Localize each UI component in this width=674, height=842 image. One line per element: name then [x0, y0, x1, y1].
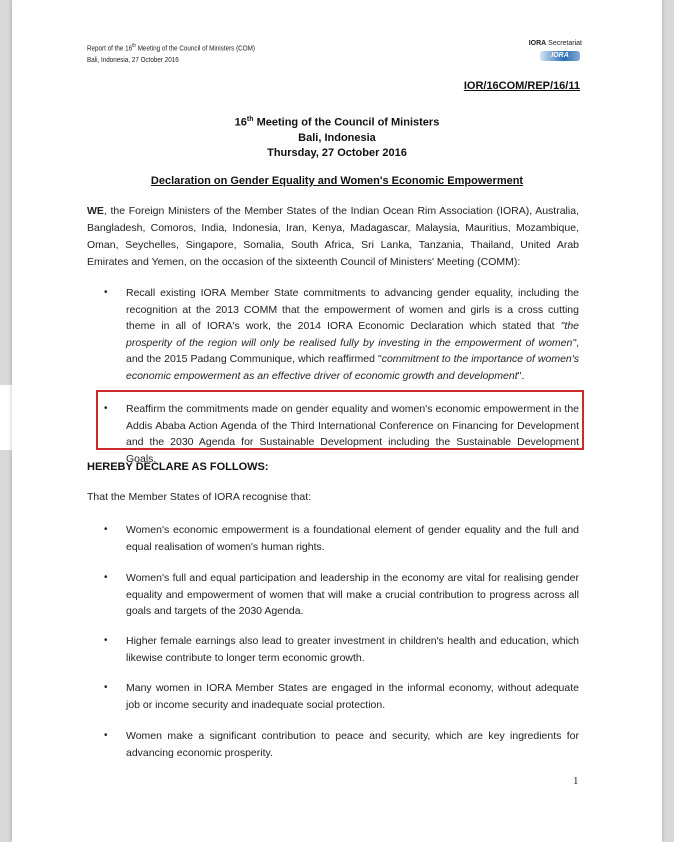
list-item — [104, 570, 579, 620]
declaration-title: Declaration on Gender Equality and Women's Economic Empowerment — [150, 175, 524, 187]
list-item — [104, 522, 579, 555]
bullet-icon: • — [104, 682, 108, 693]
list-item-text: Women's economic empowerment is a foundational element of gender equality and the full and equal realisation of women's human rights. — [126, 524, 579, 553]
list-item-text: Reaffirm the commitments made on gender equality and women's economic empowerment in the Addis Ababa Action Agenda of the Third International Conference on Financing for Development and the 2030 Agenda for Sustainable Development including the Sustainable Development Goals. — [126, 403, 579, 465]
iora-logo: IORA — [540, 51, 580, 61]
report-title-line: Report of the 16th Meeting of the Council of Ministers (COM) — [87, 43, 255, 53]
list-item-text: Women make a significant contribution to peace and security, which are key ingredients for advancing economic prosperity. — [126, 730, 579, 759]
left-edge-strip — [0, 385, 12, 450]
meeting-location: Bali, Indonesia — [298, 131, 376, 144]
meeting-date: Thursday, 27 October 2016 — [267, 146, 407, 159]
list-item-highlighted — [104, 401, 579, 467]
document-reference: IOR/16COM/REP/16/11 — [463, 80, 580, 92]
meeting-title: 16th Meeting of the Council of Ministers — [234, 116, 440, 129]
recognition-intro: That the Member States of IORA recognise that: — [87, 491, 312, 503]
list-item — [104, 680, 579, 713]
list-item-text: Higher female earnings also lead to greater investment in children's health and education, which likewise contribute to longer term economic growth. — [126, 635, 579, 664]
list-item — [104, 633, 579, 666]
list-item-text: Recall existing IORA Member State commitments to advancing gender equality, including the recognition at the 2013 COMM that the empowerment of women and girls is a cross cutting theme in all of IORA's work, the 2014 IORA Economic Declaration which stated that "the prosperity of the region will only be realised fully by investing in the empowerment of women", and the 2015 Padang Communique, which reaffirmed "commitment to the importance of women's economic empowerment as an effective driver of economic growth and development". — [126, 287, 580, 382]
list-item-text: Many women in IORA Member States are engaged in the informal economy, without adequate job or income security and inadequate social protection. — [126, 682, 579, 711]
meeting-title-block — [12, 112, 662, 161]
bullet-icon: • — [104, 524, 108, 535]
secretariat-label: IORA Secretariat — [528, 40, 582, 47]
bullet-icon: • — [104, 572, 108, 583]
bullet-icon: • — [104, 403, 108, 414]
list-item — [104, 285, 579, 384]
bullet-icon: • — [104, 635, 108, 646]
section-heading: HEREBY DECLARE AS FOLLOWS: — [87, 461, 269, 473]
report-location-date: Bali, Indonesia, 27 October 2016 — [87, 57, 179, 65]
list-item-text: Women's full and equal participation and leadership in the economy are vital for realising gender equality and empowerment of women that will make a crucial contribution to progress across all goals and targets of the 2030 Agenda. — [126, 572, 579, 617]
document-page — [12, 0, 662, 842]
list-item — [104, 728, 579, 761]
report-header — [87, 40, 255, 67]
page-number: 1 — [573, 775, 579, 787]
bullet-icon: • — [104, 287, 108, 298]
bullet-icon: • — [104, 730, 108, 741]
intro-paragraph: WE, the Foreign Ministers of the Member States of the Indian Ocean Rim Association (IORA), Australia, Bangladesh, Comoros, India, Indonesia, Iran, Kenya, Madagascar, Malaysia, Mauritius, Mozambique, Oman, Seychelles, Singapore, Somalia, South Africa, Sri Lanka, Tanzania, Thailand, United Arab Emirates and Yemen, on the occasion of the sixteenth Council of Ministers' Meeting (COMM): — [87, 205, 579, 268]
